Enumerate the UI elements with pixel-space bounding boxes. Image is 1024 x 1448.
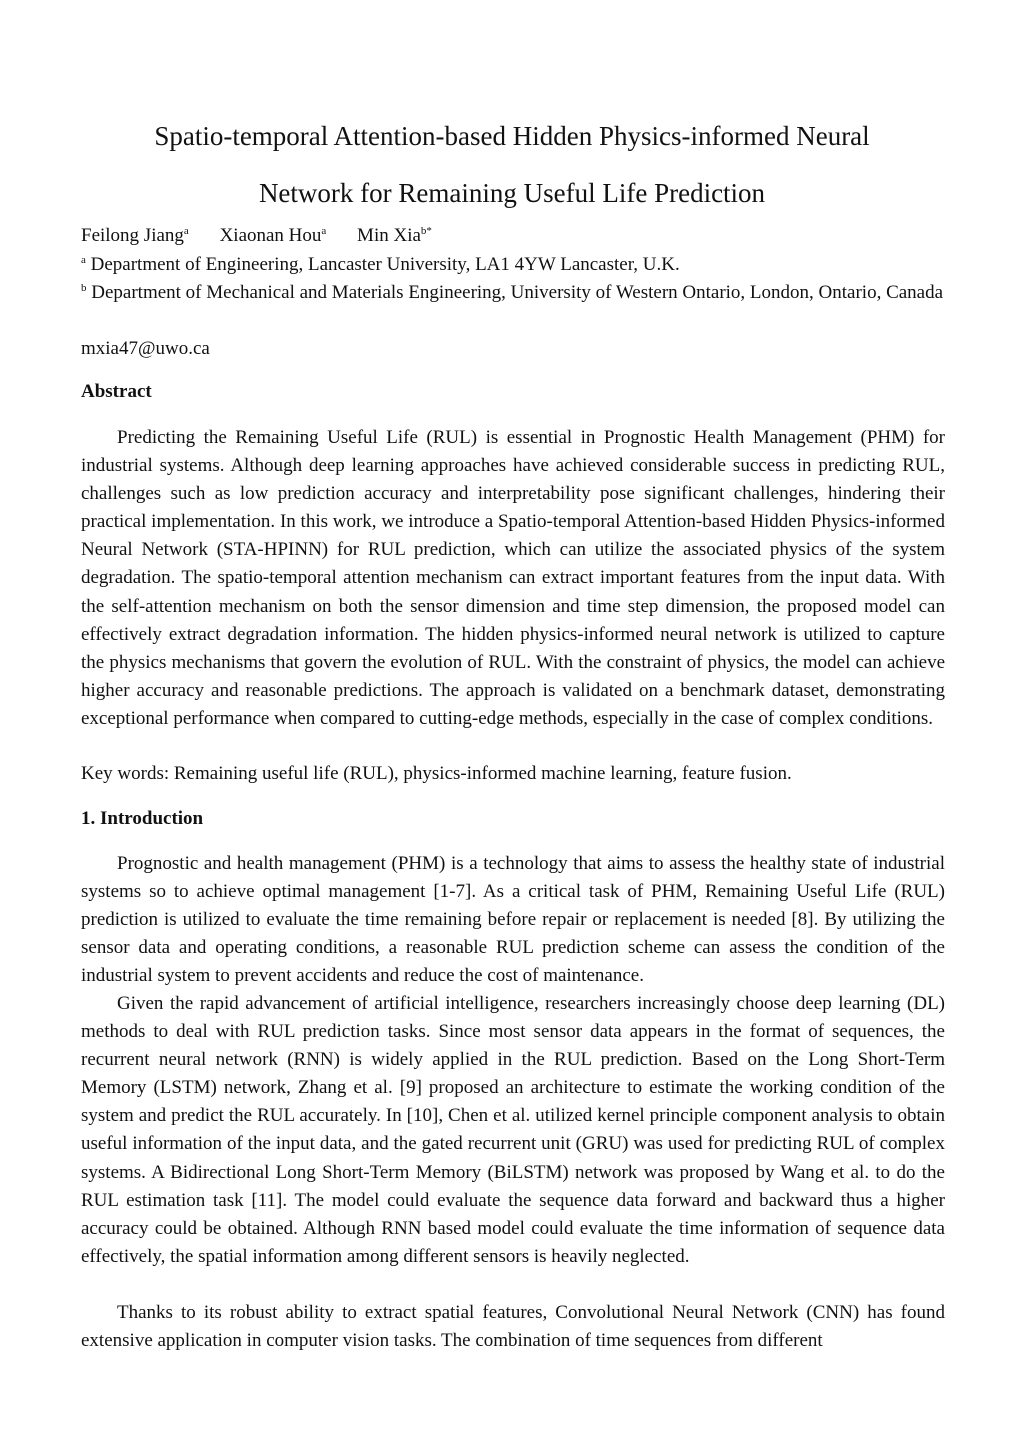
keywords: Key words: Remaining useful life (RUL), physics-informed machine learning, feature fusion.: [81, 763, 792, 784]
intro-paragraph: Thanks to its robust ability to extract spatial features, Convolutional Neural Network (CNN) has found extensive application in computer vision tasks. The combination of time sequences from different: [81, 1302, 945, 1352]
section-heading-introduction: 1. Introduction: [81, 808, 204, 829]
author: Feilong Jiang$^a$: [81, 225, 189, 246]
intro-paragraph: Given the rapid advancement of artificial intelligence, researchers increasingly choose deep learning (DL) methods to deal with RUL prediction tasks. Since most sensor data appears in the format of sequences, the recurrent neural network (RNN) is widely applied in the RUL prediction. Based on the Long Short-Term Memory (LSTM) network, Zhang et al. [9] proposed an architecture to estimate the working condition of the system and predict the RUL accurately. In [10], Chen et al. utilized kernel principle component analysis to obtain useful information of the input data, and the gated recurrent unit (GRU) was used for predicting RUL of complex systems. A Bidirectional Long Short-Term Memory (BiLSTM) network was proposed by Wang et al. to do the RUL estimation task [11]. The model could evaluate the sequence data forward and backward thus a higher accuracy could be obtained. Although RNN based model could evaluate the time information of sequence data effectively, the spatial information among different sensors is heavily neglected.: [81, 993, 945, 1267]
title-line-2: Network for Remaining Useful Life Prediction: [258, 178, 766, 208]
author: Min Xia$^{b*}$: [357, 225, 432, 246]
title-line-1: Spatio-temporal Attention-based Hidden Physics-informed Neural: [154, 121, 870, 151]
affiliation-a: $^a$ Department of Engineering, Lancaster University, LA1 4YW Lancaster, U.K.: [81, 254, 680, 275]
affiliation-b: $^b$ Department of Mechanical and Materials Engineering, University of Western Ontario, London, Ontario, Canada: [81, 282, 944, 303]
contact-email[interactable]: mxia47@uwo.ca: [81, 338, 210, 359]
abstract-heading: Abstract: [81, 381, 152, 402]
intro-paragraph: Prognostic and health management (PHM) is a technology that aims to assess the healthy state of industrial systems so to achieve optimal management [1-7]. As a critical task of PHM, Remaining Useful Life (RUL) prediction is utilized to evaluate the time remaining before repair or replacement is needed [8]. By utilizing the sensor data and operating conditions, a reasonable RUL prediction scheme can assess the condition of the industrial system to prevent accidents and reduce the cost of maintenance.: [81, 853, 945, 987]
paper-title: [80, 108, 944, 222]
author-list: [81, 222, 458, 250]
author: Xiaonan Hou$^a$: [219, 225, 327, 246]
abstract-text: Predicting the Remaining Useful Life (RUL) is essential in Prognostic Health Management (PHM) for industrial systems. Although deep learning approaches have achieved considerable success in predicting RUL, challenges such as low prediction accuracy and interpretability pose significant challenges, hindering their practical implementation. In this work, we introduce a Spatio-temporal Attention-based Hidden Physics-informed Neural Network (STA-HPINN) for RUL prediction, which can utilize the associated physics of the system degradation. The spatio-temporal attention mechanism can extract important features from the input data. With the self-attention mechanism on both the sensor dimension and time step dimension, the proposed model can effectively extract degradation information. The hidden physics-informed neural network is utilized to capture the physics mechanisms that govern the evolution of RUL. With the constraint of physics, the model can achieve higher accuracy and reasonable predictions. The approach is validated on a benchmark dataset, demonstrating exceptional performance when compared to cutting-edge methods, especially in the case of complex conditions.: [81, 427, 945, 729]
